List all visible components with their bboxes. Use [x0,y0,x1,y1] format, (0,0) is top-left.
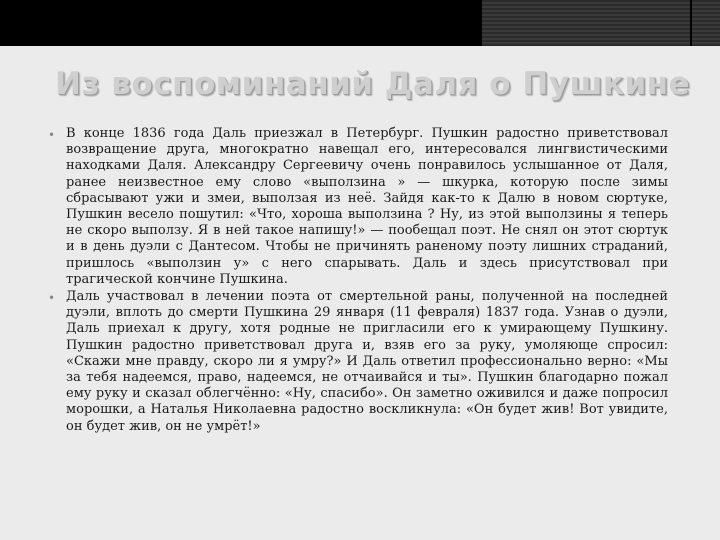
header-accent-stripes [482,0,720,46]
bullet-icon: • [48,291,56,306]
bullet-item-1 [48,126,668,288]
bullet-text-1: В конце 1836 года Даль приезжал в Петербург. Пушкин радостно приветствовал возвращение друга, многократно навещал его, интересовался лингвистическими находками Даля. Александру Сергеевичу очень понравилось услышанное от Даля, ранее неизвестное ему слово «выползина » — шкурка, которую после зимы сбрасывают ужи и змеи, выползая из неё. Зайдя как-то к Далю в новом сюртуке, Пушкин весело пошутил: «Что, хороша выползина ? Ну, из этой выползины я теперь не скоро выползу. Я в ней такое напишу!» — пообещал поэт. Не снял он этот сюртук и в день дуэли с Дантесом. Чтобы не причинять раненому поэту лишних страданий, пришлось «выползин у» с него спарывать. Даль и здесь присутствовал при трагической кончине Пушкина. [66,126,668,287]
header-divider [690,0,692,46]
slide-body [48,126,668,436]
slide-title: Из воспоминаний Даля о Пушкине [55,66,691,102]
bullet-item-2 [48,289,668,435]
bullet-icon: • [48,128,56,142]
header-bar [0,0,720,46]
bullet-text-2: Даль участвовал в лечении поэта от смертельной раны, полученной на последней дуэли, вплоть до смерти Пушкина 29 января (11 февраля) 1837 года. Узнав о дуэли, Даль приехал к другу, хотя родные не пригласили его к умирающему Пушкину. Пушкин радостно приветствовал друга и, взяв его за руку, умоляюще спросил: «Скажи мне правду, скоро ли я умру?» И Даль ответил профессионально верно: «Мы за тебя надеемся, право, надеемся, не отчаивайся и ты». Пушкин благодарно пожал ему руку и сказал облегчённо: «Ну, спасибо». Он заметно оживился и даже попросил морошки, а Наталья Николаевна радостно воскликнула: «Он будет жив! Вот увидите, он будет жив, он не умрёт!» [66,289,668,434]
